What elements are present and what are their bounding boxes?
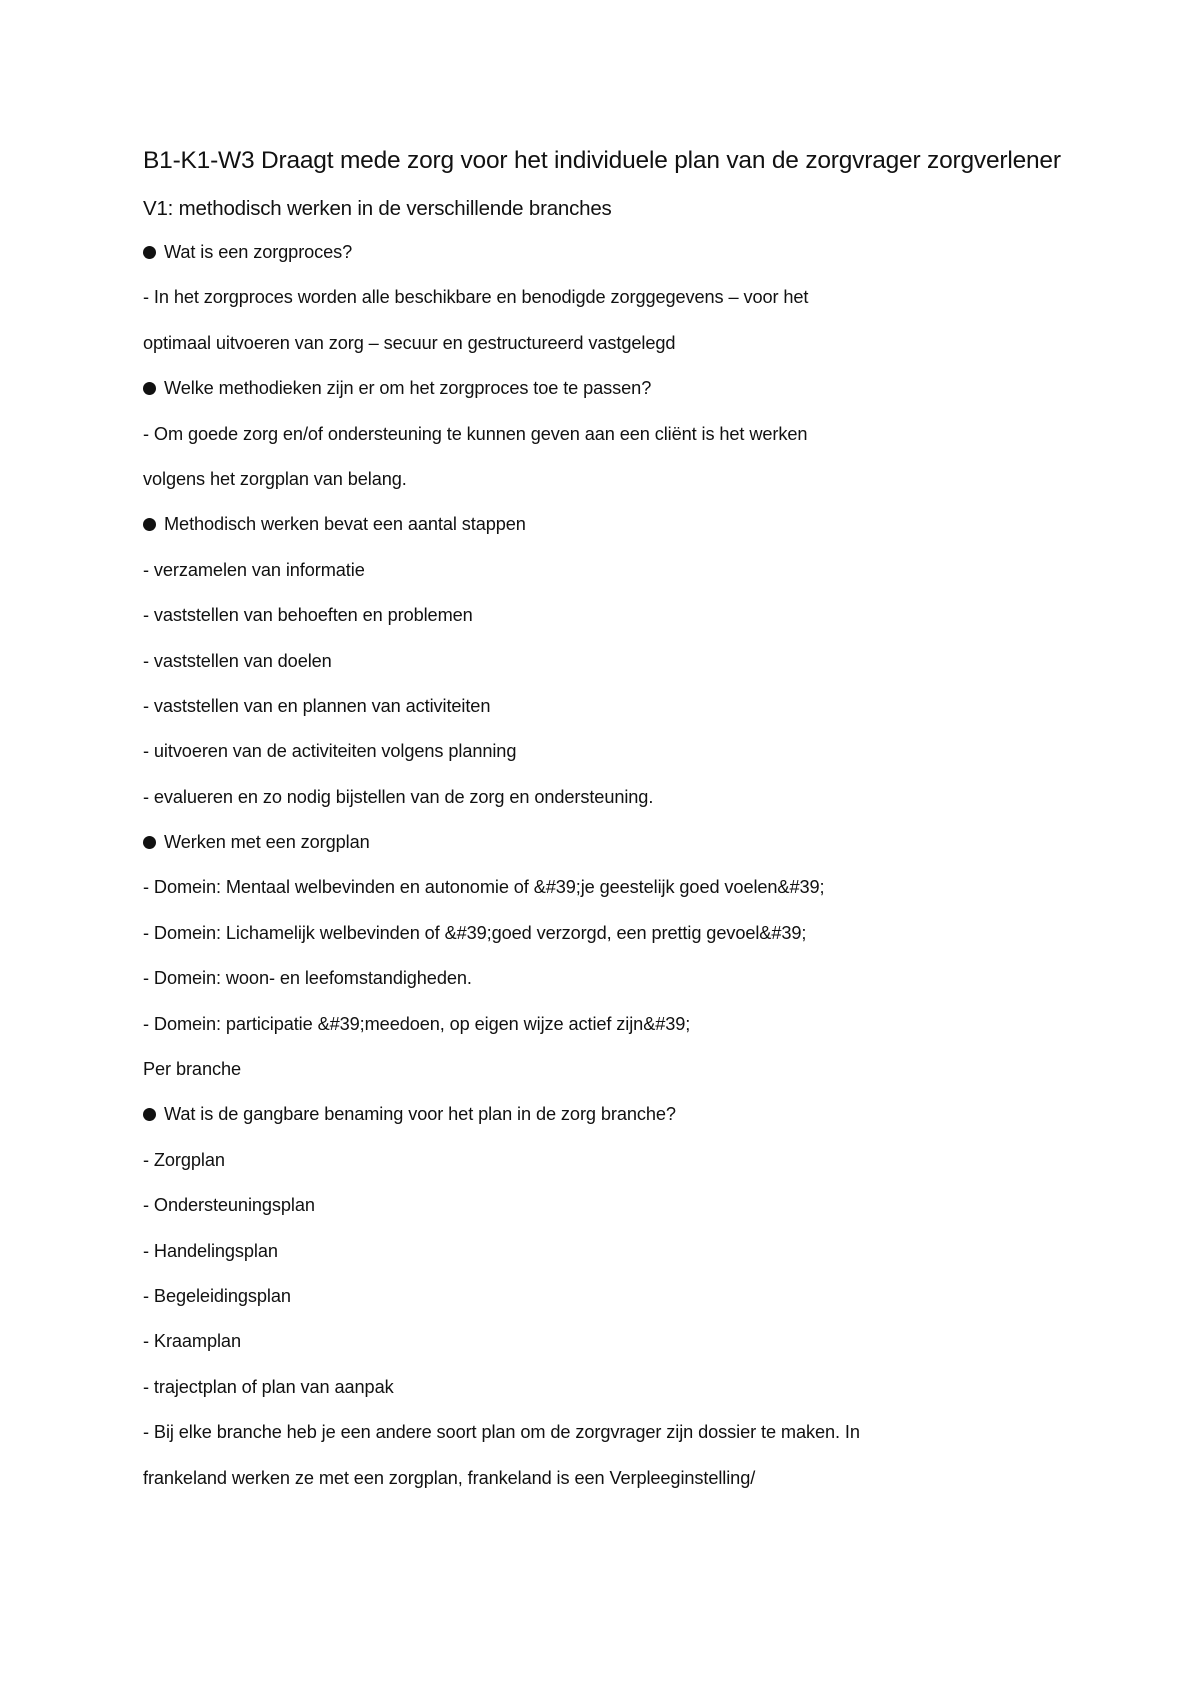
bullet-question-line: Werken met een zorgplan: [143, 827, 1073, 872]
text-line: - trajectplan of plan van aanpak: [143, 1376, 394, 1397]
text-line: - Kraamplan: [143, 1331, 241, 1352]
text-line: - uitvoeren van de activiteiten volgens planning: [143, 741, 517, 762]
text-line: - Ondersteuningsplan: [143, 1195, 315, 1216]
text-line: - In het zorgproces worden alle beschikbare en benodigde zorggegevens – voor het: [143, 287, 809, 308]
section-heading: V1: methodisch werken in de verschillende branches: [143, 197, 612, 220]
text-line: - vaststellen van behoeften en problemen: [143, 605, 473, 626]
document-title: B1-K1-W3 Draagt mede zorg voor het individuele plan van de zorgvrager zorgverlener: [143, 147, 1061, 174]
document-body: [143, 142, 1073, 1508]
text-line: - evalueren en zo nodig bijstellen van de zorg en ondersteuning.: [143, 786, 654, 807]
text-line: - vaststellen van doelen: [143, 650, 332, 671]
text-line: - Domein: participatie &#39;meedoen, op eigen wijze actief zijn&#39;: [143, 1013, 691, 1034]
text-line: - Handelingsplan: [143, 1240, 278, 1261]
bullet-question-line: Methodisch werken bevat een aantal stappen: [143, 509, 1073, 554]
text-line: - Domein: woon- en leefomstandigheden.: [143, 968, 472, 989]
text-line: - verzamelen van informatie: [143, 559, 365, 580]
text-line: - Begeleidingsplan: [143, 1285, 291, 1306]
text-line: frankeland werken ze met een zorgplan, frankeland is een Verpleeginstelling/: [143, 1467, 756, 1488]
bullet-question-line: Wat is een zorgproces?: [143, 237, 1073, 282]
text-line: - Zorgplan: [143, 1149, 225, 1170]
text-line: Per branche: [143, 1059, 241, 1080]
text-line: - vaststellen van en plannen van activiteiten: [143, 695, 491, 716]
bullet-question-line: Wat is de gangbare benaming voor het plan in de zorg branche?: [143, 1099, 1073, 1144]
document-lines: [143, 237, 1073, 1508]
text-line: - Bij elke branche heb je een andere soort plan om de zorgvrager zijn dossier te maken. In: [143, 1422, 860, 1443]
text-line: volgens het zorgplan van belang.: [143, 468, 407, 489]
bullet-question-line: Welke methodieken zijn er om het zorgproces toe te passen?: [143, 373, 1073, 418]
text-line: - Domein: Mentaal welbevinden en autonomie of &#39;je geestelijk goed voelen&#39;: [143, 877, 825, 898]
text-line: - Domein: Lichamelijk welbevinden of &#39;goed verzorgd, een prettig gevoel&#39;: [143, 922, 807, 943]
text-line: - Om goede zorg en/of ondersteuning te kunnen geven aan een cliënt is het werken: [143, 423, 808, 444]
text-line: optimaal uitvoeren van zorg – secuur en gestructureerd vastgelegd: [143, 332, 676, 353]
